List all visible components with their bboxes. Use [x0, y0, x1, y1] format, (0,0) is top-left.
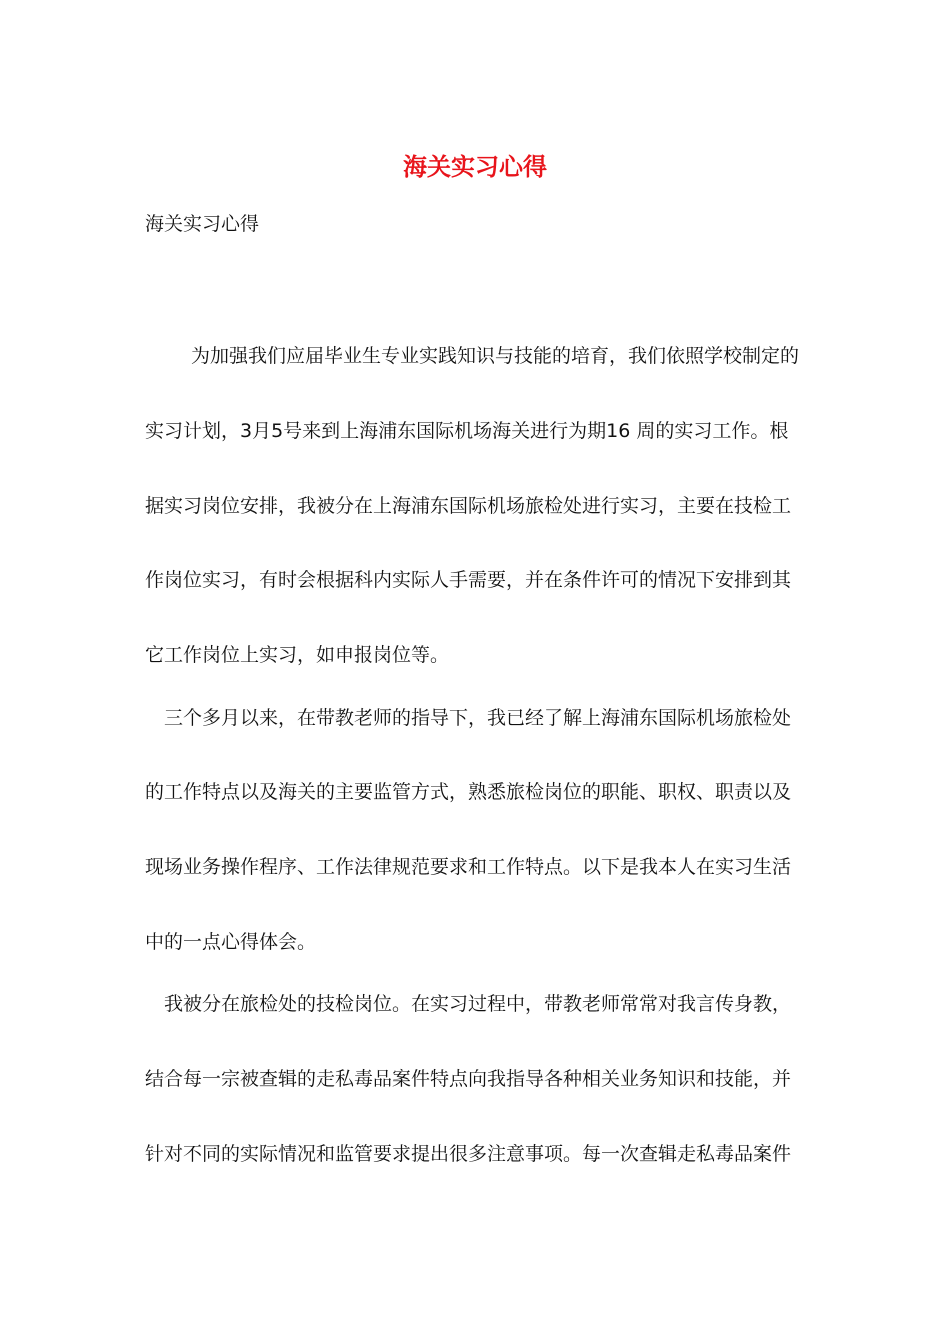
- paragraph-line: 它工作岗位上实习，如申报岗位等。: [145, 644, 450, 666]
- paragraph-line: 针对不同的实际情况和监管要求提出很多注意事项。每一次查辑走私毒品案件: [145, 1143, 792, 1165]
- paragraph-line: 实习计划，3月5号来到上海浦东国际机场海关进行为期16 周的实习工作。根: [145, 420, 789, 442]
- paragraph-line: 结合每一宗被查辑的走私毒品案件特点向我指导各种相关业务知识和技能，并: [145, 1068, 792, 1090]
- paragraph-line: 现场业务操作程序、工作法律规范要求和工作特点。以下是我本人在实习生活: [145, 856, 792, 878]
- paragraph-line: 据实习岗位安排，我被分在上海浦东国际机场旅检处进行实习，主要在技检工: [145, 495, 792, 517]
- paragraph-line: 我被分在旅检处的技检岗位。在实习过程中，带教老师常常对我言传身教，: [164, 993, 792, 1015]
- paragraph-line: 的工作特点以及海关的主要监管方式，熟悉旅检岗位的职能、职权、职责以及: [145, 781, 792, 803]
- paragraph-line: 作岗位实习，有时会根据科内实际人手需要，并在条件许可的情况下安排到其: [145, 569, 792, 591]
- paragraph-line: 中的一点心得体会。: [145, 931, 317, 953]
- paragraph-line: 为加强我们应届毕业生专业实践知识与技能的培育，我们依照学校制定的: [191, 345, 800, 367]
- document-subtitle: 海关实习心得: [145, 213, 260, 235]
- paragraph-line: 三个多月以来，在带教老师的指导下，我已经了解上海浦东国际机场旅检处: [164, 707, 792, 729]
- document-title: 海关实习心得: [403, 152, 547, 181]
